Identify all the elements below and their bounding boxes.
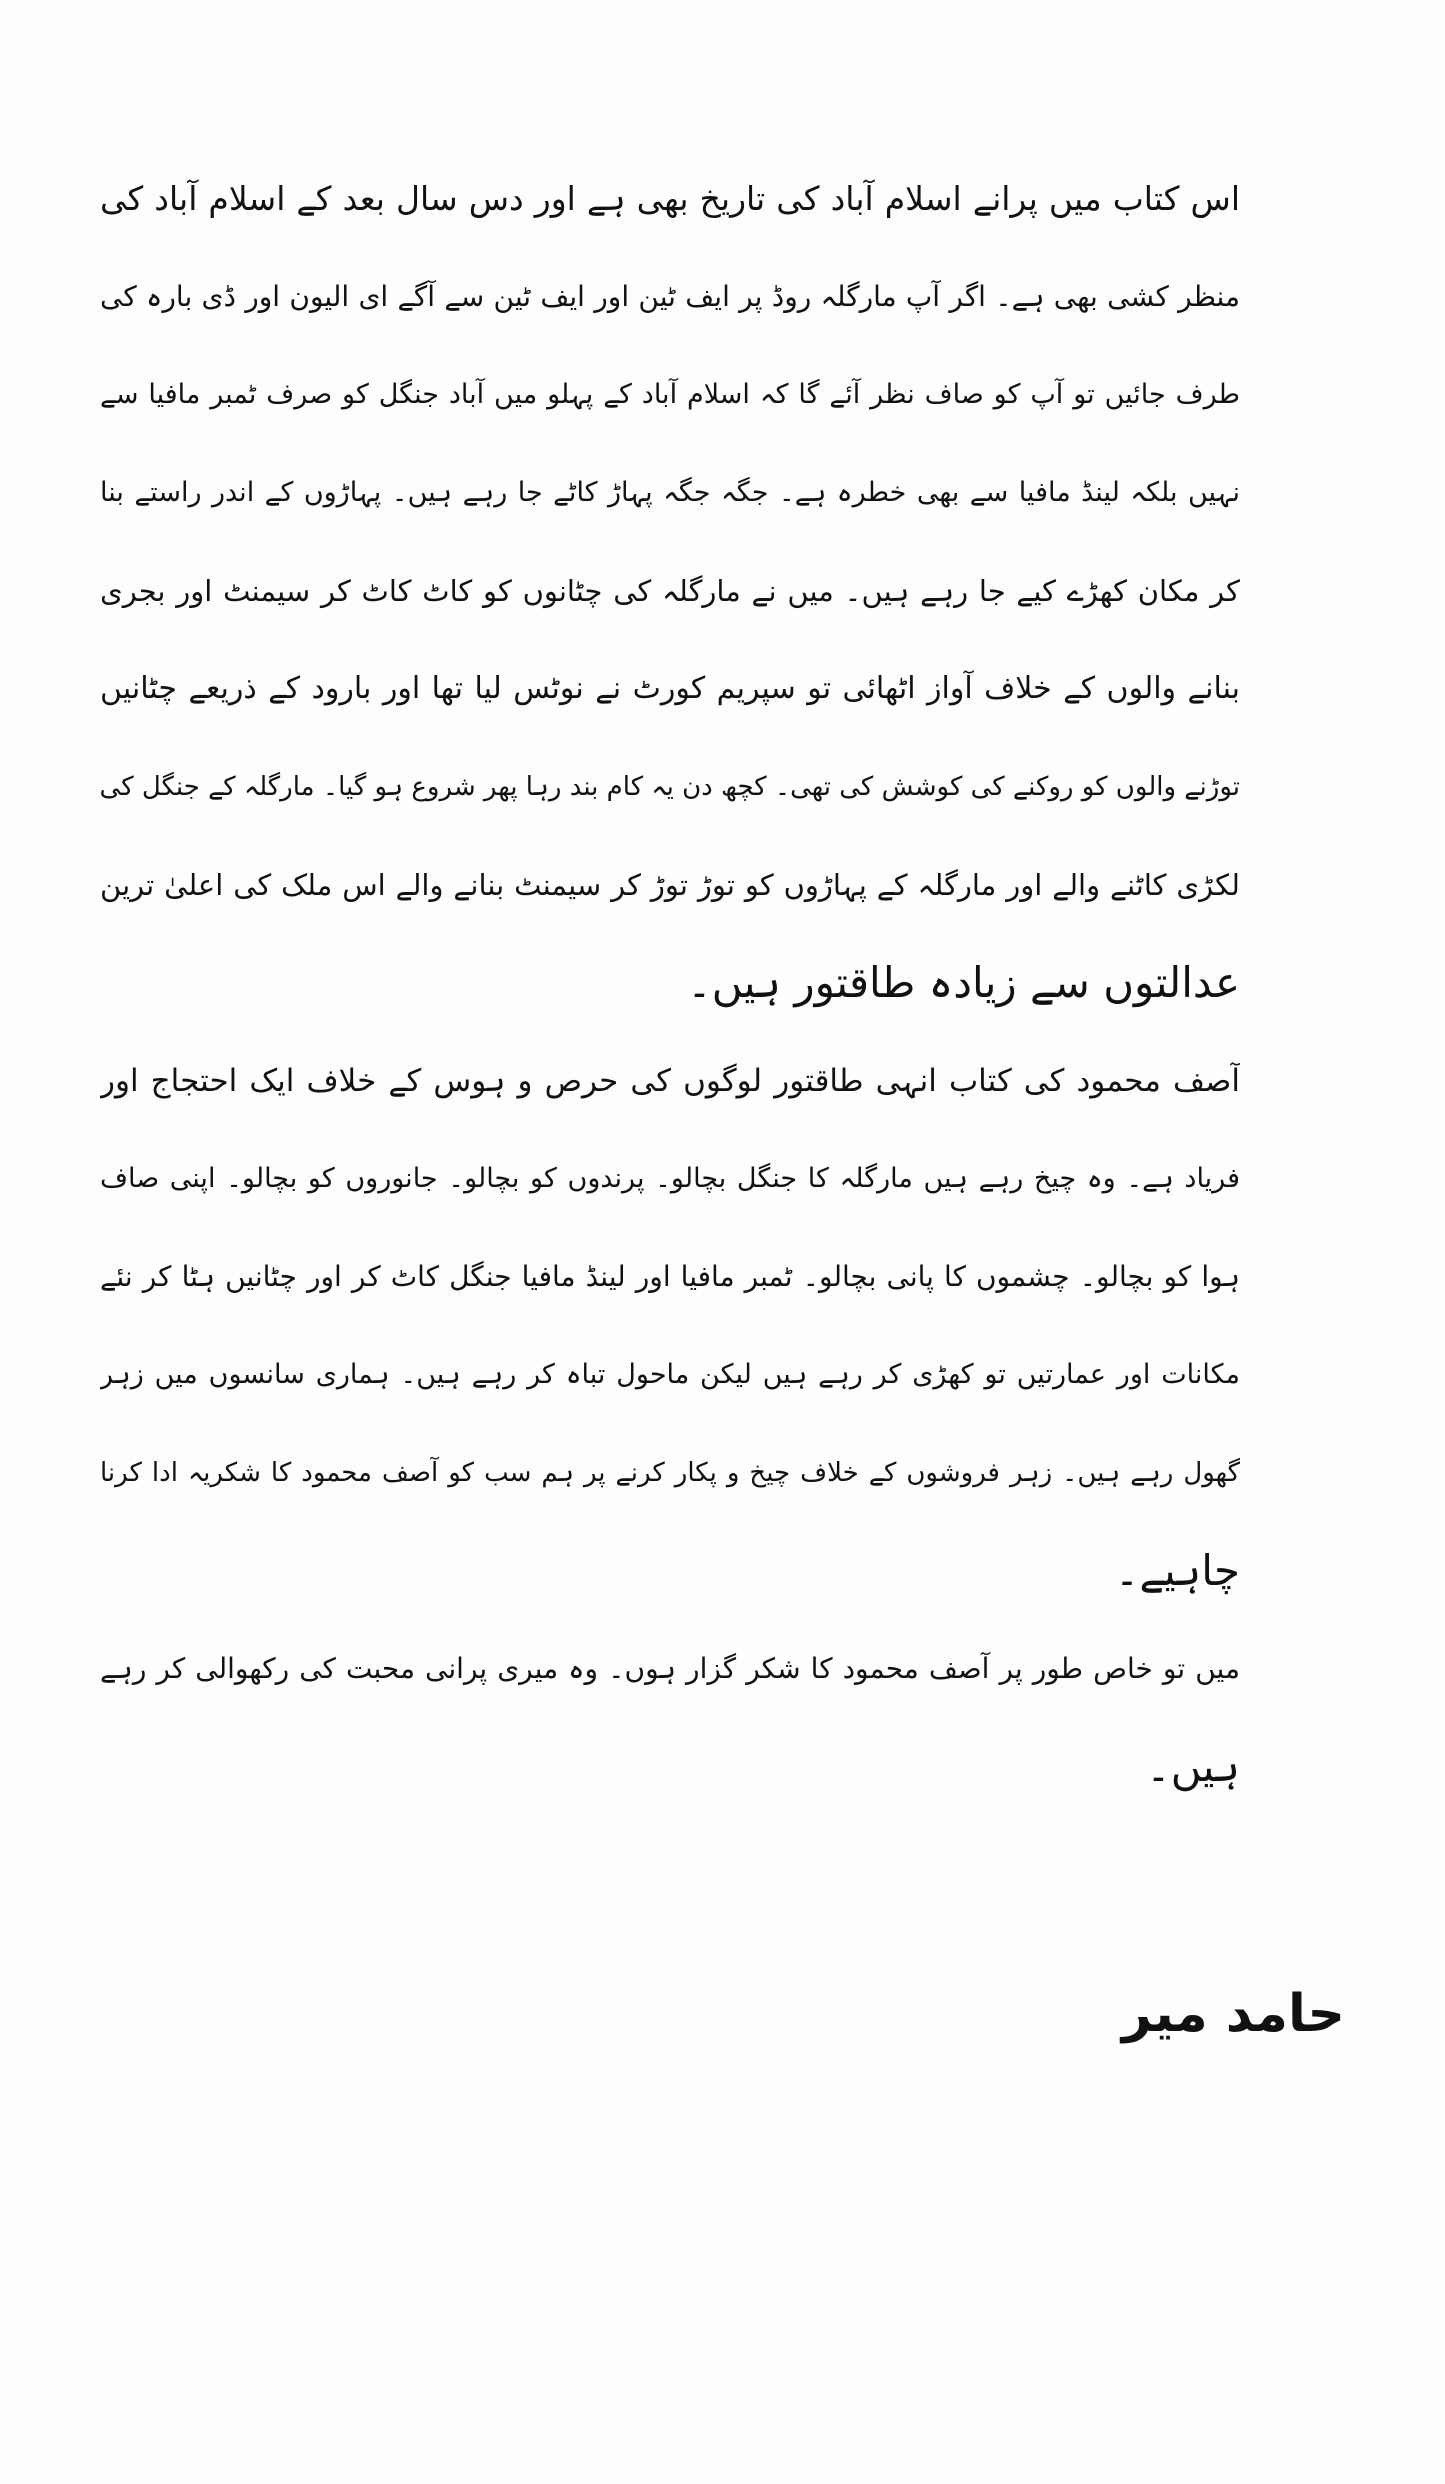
text-line: کر مکان کھڑے کیے جا رہے ہیں۔ میں نے مارگلہ کی چٹانوں کو کاٹ کاٹ کر سیمنٹ اور بجری xyxy=(100,574,1240,608)
text-line: نہیں بلکہ لینڈ مافیا سے بھی خطرہ ہے۔ جگہ جگہ پہاڑ کاٹے جا رہے ہیں۔ پہاڑوں کے اندر راستے بنا xyxy=(100,477,1240,508)
text-line: گھول رہے ہیں۔ زہر فروشوں کے خلاف چیخ و پکار کرنے پر ہم سب کو آصف محمود کا شکریہ ادا کرنا xyxy=(100,1458,1240,1488)
paragraph-1 xyxy=(100,150,1240,1032)
text-line: مکانات اور عمارتیں تو کھڑی کر رہے ہیں لیکن ماحول تباہ کر رہے ہیں۔ ہماری سانسوں میں زہر xyxy=(100,1359,1240,1390)
text-line: فریاد ہے۔ وہ چیخ رہے ہیں مارگلہ کا جنگل بچالو۔ پرندوں کو بچالو۔ جانوروں کو بچالو۔ اپنی صاف xyxy=(100,1163,1240,1194)
paragraph-3 xyxy=(100,1620,1240,1816)
text-line: ہوا کو بچالو۔ چشموں کا پانی بچالو۔ ٹمبر مافیا اور لینڈ مافیا جنگل کاٹ کر اور چٹانیں ہٹا کر نئے xyxy=(100,1260,1240,1293)
author-signature xyxy=(305,1984,1445,2044)
text-line: ہیں۔ xyxy=(1146,1742,1240,1791)
paragraph-2 xyxy=(100,1032,1240,1620)
text-line: آصف محمود کی کتاب انہی طاقتور لوگوں کی حرص و ہوس کے خلاف ایک احتجاج اور xyxy=(100,1063,1240,1099)
text-line: میں تو خاص طور پر آصف محمود کا شکر گزار ہوں۔ وہ میری پرانی محبت کی رکھوالی کر رہے xyxy=(100,1652,1240,1685)
text-line: چاہیے۔ xyxy=(1114,1546,1240,1595)
foreword-text xyxy=(100,150,1240,1816)
text-line: عدالتوں سے زیادہ طاقتور ہیں۔ xyxy=(687,958,1240,1007)
text-line: منظر کشی بھی ہے۔ اگر آپ مارگلہ روڈ پر ایف ٹین اور ایف ٹین سے آگے ای الیون اور ڈی بارہ کی xyxy=(100,280,1240,313)
text-line: لکڑی کاٹنے والے اور مارگلہ کے پہاڑوں کو توڑ توڑ کر سیمنٹ بنانے والے اس ملک کی اعلیٰ ترین xyxy=(100,868,1240,902)
signature-name: حامد میر xyxy=(1121,1984,1345,2044)
text-line: توڑنے والوں کو روکنے کی کوشش کی تھی۔ کچھ دن یہ کام بند رہا پھر شروع ہو گیا۔ مارگلہ کے جنگل کی xyxy=(100,772,1240,802)
text-line: بنانے والوں کے خلاف آواز اٹھائی تو سپریم کورٹ نے نوٹس لیا تھا اور بارود کے ذریعے چٹانیں xyxy=(100,671,1240,706)
text-line: طرف جائیں تو آپ کو صاف نظر آئے گا کہ اسلام آباد کے پہلو میں آباد جنگل کو صرف ٹمبر مافیا سے xyxy=(100,379,1240,410)
text-line: اس کتاب میں پرانے اسلام آباد کی تاریخ بھی ہے اور دس سال بعد کے اسلام آباد کی xyxy=(100,179,1240,218)
